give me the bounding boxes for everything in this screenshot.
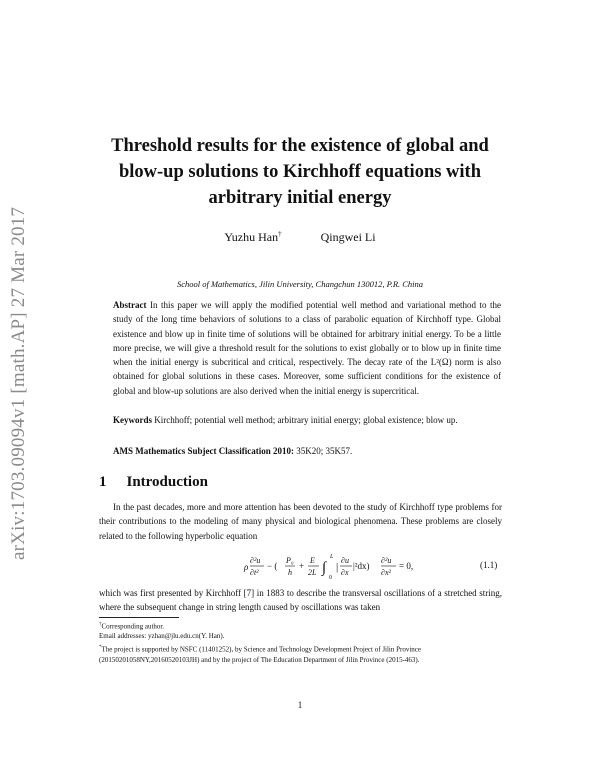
ams-label: AMS Mathematics Subject Classification 2010: <box>113 446 294 456</box>
eq-d2u-2: ∂²u <box>381 556 392 565</box>
paper-title <box>0 133 600 211</box>
eq-dx: ∂x <box>341 568 349 577</box>
eq-equals: = 0, <box>399 561 414 571</box>
footnote-corresponding-mark: † <box>99 622 102 627</box>
section-title: Introduction <box>126 474 208 490</box>
section-heading <box>99 474 208 491</box>
eq-abs-close: |²dx) <box>353 561 370 571</box>
footnote-corresponding-text: Corresponding author. <box>101 622 165 631</box>
section-number: 1 <box>99 474 107 490</box>
author-1-name: Yuzhu Han <box>224 230 279 244</box>
keywords <box>113 414 501 428</box>
eq-upper-limit: L <box>330 554 334 560</box>
intro-continuation: which was first presented by Kirchhoff [7] in 1883 to describe the transversal oscillations of a stretched string, where the subsequent change in string length caused by oscillations was taken <box>99 588 502 613</box>
page-number: 1 <box>297 700 303 710</box>
footnote-support <box>99 643 502 665</box>
ams-classification <box>113 446 352 456</box>
eq-dx2: ∂x² <box>381 568 391 577</box>
title-line-1: Threshold results for the existence of global and <box>111 136 489 156</box>
eq-integral: ∫ <box>322 560 327 576</box>
arxiv-stamp: arXiv:1703.09094v1 [math.AP] 27 Mar 2017 <box>8 206 29 560</box>
eq-h: h <box>288 568 292 577</box>
intro-text: In the past decades, more and more attention has been devoted to the study of Kirchhoff type problems for their contributions to the modeling of many physical and biological phenomena. These problems are closely related to the following hyperbolic equation <box>99 502 502 541</box>
eq-plus: + <box>299 561 305 571</box>
author-1-mark: † <box>278 230 282 238</box>
eq-p0: P₀ <box>286 556 294 565</box>
title-line-3: arbitrary initial energy <box>208 188 392 208</box>
eq-minus-open: − ( <box>267 561 278 571</box>
ams-text: 35K20; 35K57. <box>296 446 353 456</box>
footnote-support-mark: * <box>99 645 102 650</box>
eq-du: ∂u <box>341 556 349 565</box>
eq-lower-limit: 0 <box>329 575 332 581</box>
abstract <box>113 298 501 398</box>
eq-2l: 2L <box>308 568 317 577</box>
eq-dt2: ∂t² <box>250 568 259 577</box>
keywords-label: Keywords <box>113 415 152 425</box>
eq-abs-open: | <box>336 561 339 573</box>
title-line-2: blow-up solutions to Kirchhoff equations with <box>118 162 482 182</box>
eq-rho: ρ <box>244 562 249 572</box>
footnote-rule <box>99 617 179 618</box>
eq-d2u: ∂²u <box>250 556 261 565</box>
footnote-support-text: The project is supported by NSFC (11401252), by Science and Technology Development Project of Jilin Province (20150201058NY,20160520103JH) and by the project of The Education Department of Jilin Province (2015-463). <box>99 645 422 664</box>
equation-1-1 <box>230 550 510 582</box>
footnote-email: Email addresses: yzhan@jlu.edu.cn(Y. Han). <box>99 632 225 640</box>
author-1 <box>224 230 281 244</box>
author-list <box>0 230 600 245</box>
equation-number: (1.1) <box>480 560 498 570</box>
author-2: Qingwei Li <box>320 230 376 244</box>
intro-paragraph <box>99 500 502 543</box>
eq-e: E <box>310 556 315 565</box>
affiliation: School of Mathematics, Jilin University, Changchun 130012, P.R. China <box>176 279 424 289</box>
abstract-text: In this paper we will apply the modified potential well method and variational method to the study of the long time behaviors of solutions to a class of parabolic equation of Kirchhoff type. Global existence and blow up in finite time of solutions will be obtained for arbitrary initial energy. To be a little more precise, we will give a threshold result for the solutions to exist globally or to blow up in finite time when the initial energy is subcritical and critical, respectively. The decay rate of the L²(Ω) norm is also obtained for global solutions in these cases. Moreover, some sufficient conditions for the existence of global and blow-up solutions are also derived when the initial energy is supercritical. <box>113 300 502 396</box>
abstract-label: Abstract <box>113 300 147 310</box>
keywords-text: Kirchhoff; potential well method; arbitrary initial energy; global existence; blow up. <box>154 415 458 425</box>
